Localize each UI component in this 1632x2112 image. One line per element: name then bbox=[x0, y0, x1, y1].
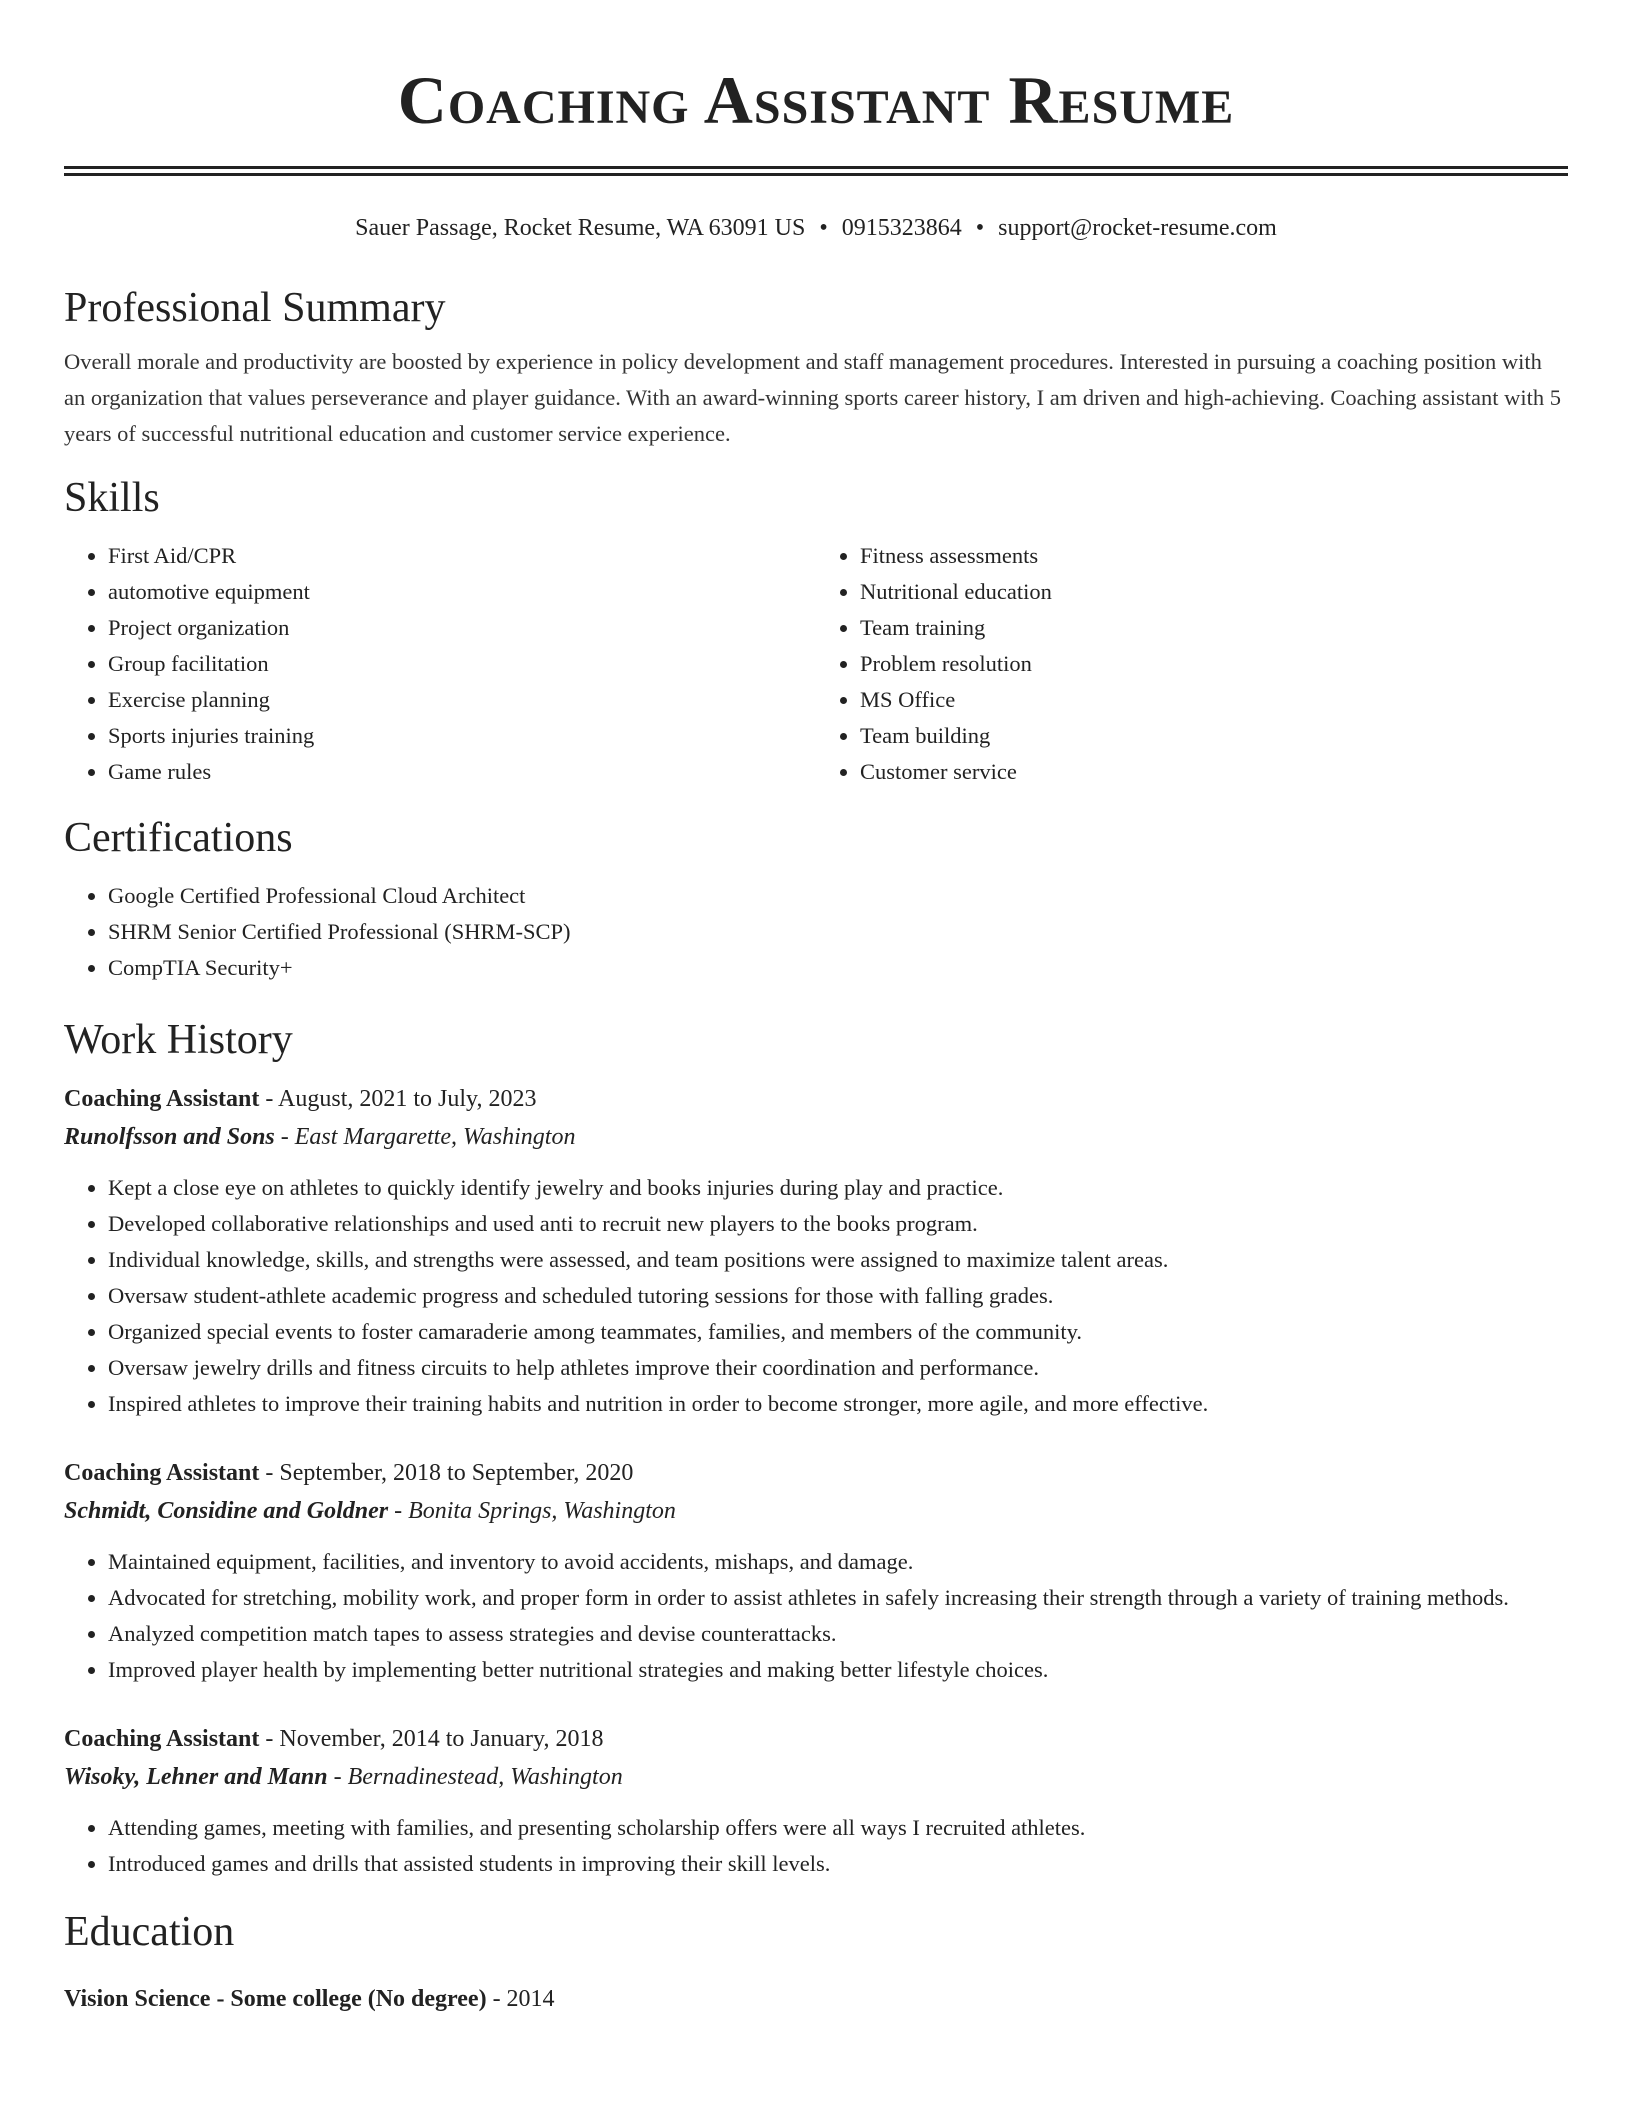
separator-bullet: • bbox=[975, 215, 985, 241]
job-bullets bbox=[64, 1170, 1568, 1422]
company-line bbox=[64, 1118, 1568, 1156]
separator-bullet: • bbox=[819, 215, 828, 241]
job-bullet: • Developed collaborative relationships and used anti to recruit new players to the books program. bbox=[108, 1206, 1568, 1242]
skills-list-left bbox=[64, 538, 816, 790]
skill-item: • Team training bbox=[860, 610, 1568, 646]
job-entry bbox=[64, 1080, 1568, 1422]
company-location: - East Margarette, Washington bbox=[274, 1124, 576, 1150]
section-title-summary: Professional Summary bbox=[64, 285, 446, 331]
job-bullet: • Oversaw jewelry drills and fitness circuits to help athletes improve their coordination and performance. bbox=[108, 1350, 1568, 1386]
job-dates: - August, 2021 to July, 2023 bbox=[259, 1086, 537, 1112]
skill-item: • Fitness assessments bbox=[860, 538, 1568, 574]
job-entry bbox=[64, 1454, 1568, 1688]
job-bullet: • Maintained equipment, facilities, and inventory to avoid accidents, mishaps, and damage. bbox=[108, 1544, 1568, 1580]
company-name: Schmidt, Considine and Goldner bbox=[64, 1498, 389, 1524]
skills-list-right bbox=[816, 538, 1568, 790]
header-double-rule bbox=[64, 166, 1568, 176]
company-location: - Bonita Springs, Washington bbox=[388, 1498, 676, 1524]
job-bullets bbox=[64, 1810, 1568, 1882]
job-role: Coaching Assistant bbox=[64, 1460, 260, 1486]
job-bullet: • Inspired athletes to improve their training habits and nutrition in order to become stronger, more agile, and more effective. bbox=[108, 1386, 1568, 1422]
job-bullet: • Individual knowledge, skills, and strengths were assessed, and team positions were assigned to maximize talent areas. bbox=[108, 1242, 1568, 1278]
skill-item: • Group facilitation bbox=[108, 646, 816, 682]
job-bullet: • Oversaw student-athlete academic progress and scheduled tutoring sessions for those with falling grades. bbox=[108, 1278, 1568, 1314]
certification-item: • CompTIA Security+ bbox=[108, 950, 1568, 986]
certification-item: • Google Certified Professional Cloud Architect bbox=[108, 878, 1568, 914]
skills-columns bbox=[64, 538, 1568, 790]
company-line bbox=[64, 1492, 1568, 1530]
job-bullets bbox=[64, 1544, 1568, 1688]
address: Sauer Passage, Rocket Resume, WA 63091 US bbox=[355, 215, 806, 241]
job-bullet: • Improved player health by implementing better nutritional strategies and making better lifestyle choices. bbox=[108, 1652, 1568, 1688]
skill-item: • automotive equipment bbox=[108, 574, 816, 610]
job-title-line bbox=[64, 1454, 1568, 1492]
section-title-work-history: Work History bbox=[64, 1017, 293, 1063]
company-name: Wisoky, Lehner and Mann bbox=[64, 1764, 328, 1790]
contact-line bbox=[64, 212, 1568, 244]
job-bullet: • Attending games, meeting with families, and presenting scholarship offers were all ways I recruited athletes. bbox=[108, 1810, 1568, 1846]
company-location: - Bernadinestead, Washington bbox=[327, 1764, 623, 1790]
job-bullet: • Kept a close eye on athletes to quickly identify jewelry and books injuries during play and practice. bbox=[108, 1170, 1568, 1206]
skill-item: • First Aid/CPR bbox=[108, 538, 816, 574]
company-name: Runolfsson and Sons bbox=[64, 1124, 275, 1150]
job-dates: - November, 2014 to January, 2018 bbox=[259, 1726, 604, 1752]
phone: 0915323864 bbox=[841, 215, 962, 241]
education-entry bbox=[64, 1980, 1568, 2018]
skill-item: • Nutritional education bbox=[860, 574, 1568, 610]
certifications-list bbox=[64, 878, 1568, 986]
resume-title: Coaching Assistant Resume bbox=[397, 62, 1235, 138]
skill-item: • Exercise planning bbox=[108, 682, 816, 718]
skill-item: • Project organization bbox=[108, 610, 816, 646]
job-role: Coaching Assistant bbox=[64, 1086, 260, 1112]
job-bullet: • Organized special events to foster camaraderie among teammates, families, and members of the community. bbox=[108, 1314, 1568, 1350]
job-title-line bbox=[64, 1720, 1568, 1758]
skill-item: • Team building bbox=[860, 718, 1568, 754]
skill-item: • Customer service bbox=[860, 754, 1568, 790]
certification-item: • SHRM Senior Certified Professional (SHRM-SCP) bbox=[108, 914, 1568, 950]
job-bullet: • Analyzed competition match tapes to assess strategies and devise counterattacks. bbox=[108, 1616, 1568, 1652]
skill-item: • Sports injuries training bbox=[108, 718, 816, 754]
job-bullet: • Advocated for stretching, mobility work, and proper form in order to assist athletes in safely increasing their strength through a variety of training methods. bbox=[108, 1580, 1568, 1616]
section-title-skills: Skills bbox=[64, 475, 160, 521]
email: support@rocket-resume.com bbox=[998, 215, 1277, 241]
education-degree: Vision Science - Some college (No degree) bbox=[64, 1986, 487, 2012]
section-title-education: Education bbox=[64, 1909, 235, 1955]
skill-item: • Game rules bbox=[108, 754, 816, 790]
education-year: - 2014 bbox=[486, 1986, 555, 2012]
job-entry bbox=[64, 1720, 1568, 1882]
skill-item: • Problem resolution bbox=[860, 646, 1568, 682]
summary-text: Overall morale and productivity are boosted by experience in policy development and staff management procedures. Interested in pursuing a coaching position with an organization that values perseverance and player guidance. With an award-winning sports career history, I am driven and high-achieving. Coaching assistant with 5 years of successful nutritional education and customer service experience. bbox=[64, 349, 1561, 446]
section-title-certifications: Certifications bbox=[64, 815, 293, 861]
job-role: Coaching Assistant bbox=[64, 1726, 260, 1752]
skill-item: • MS Office bbox=[860, 682, 1568, 718]
company-line bbox=[64, 1758, 1568, 1796]
job-title-line bbox=[64, 1080, 1568, 1118]
job-bullet: • Introduced games and drills that assisted students in improving their skill levels. bbox=[108, 1846, 1568, 1882]
job-dates: - September, 2018 to September, 2020 bbox=[259, 1460, 634, 1486]
